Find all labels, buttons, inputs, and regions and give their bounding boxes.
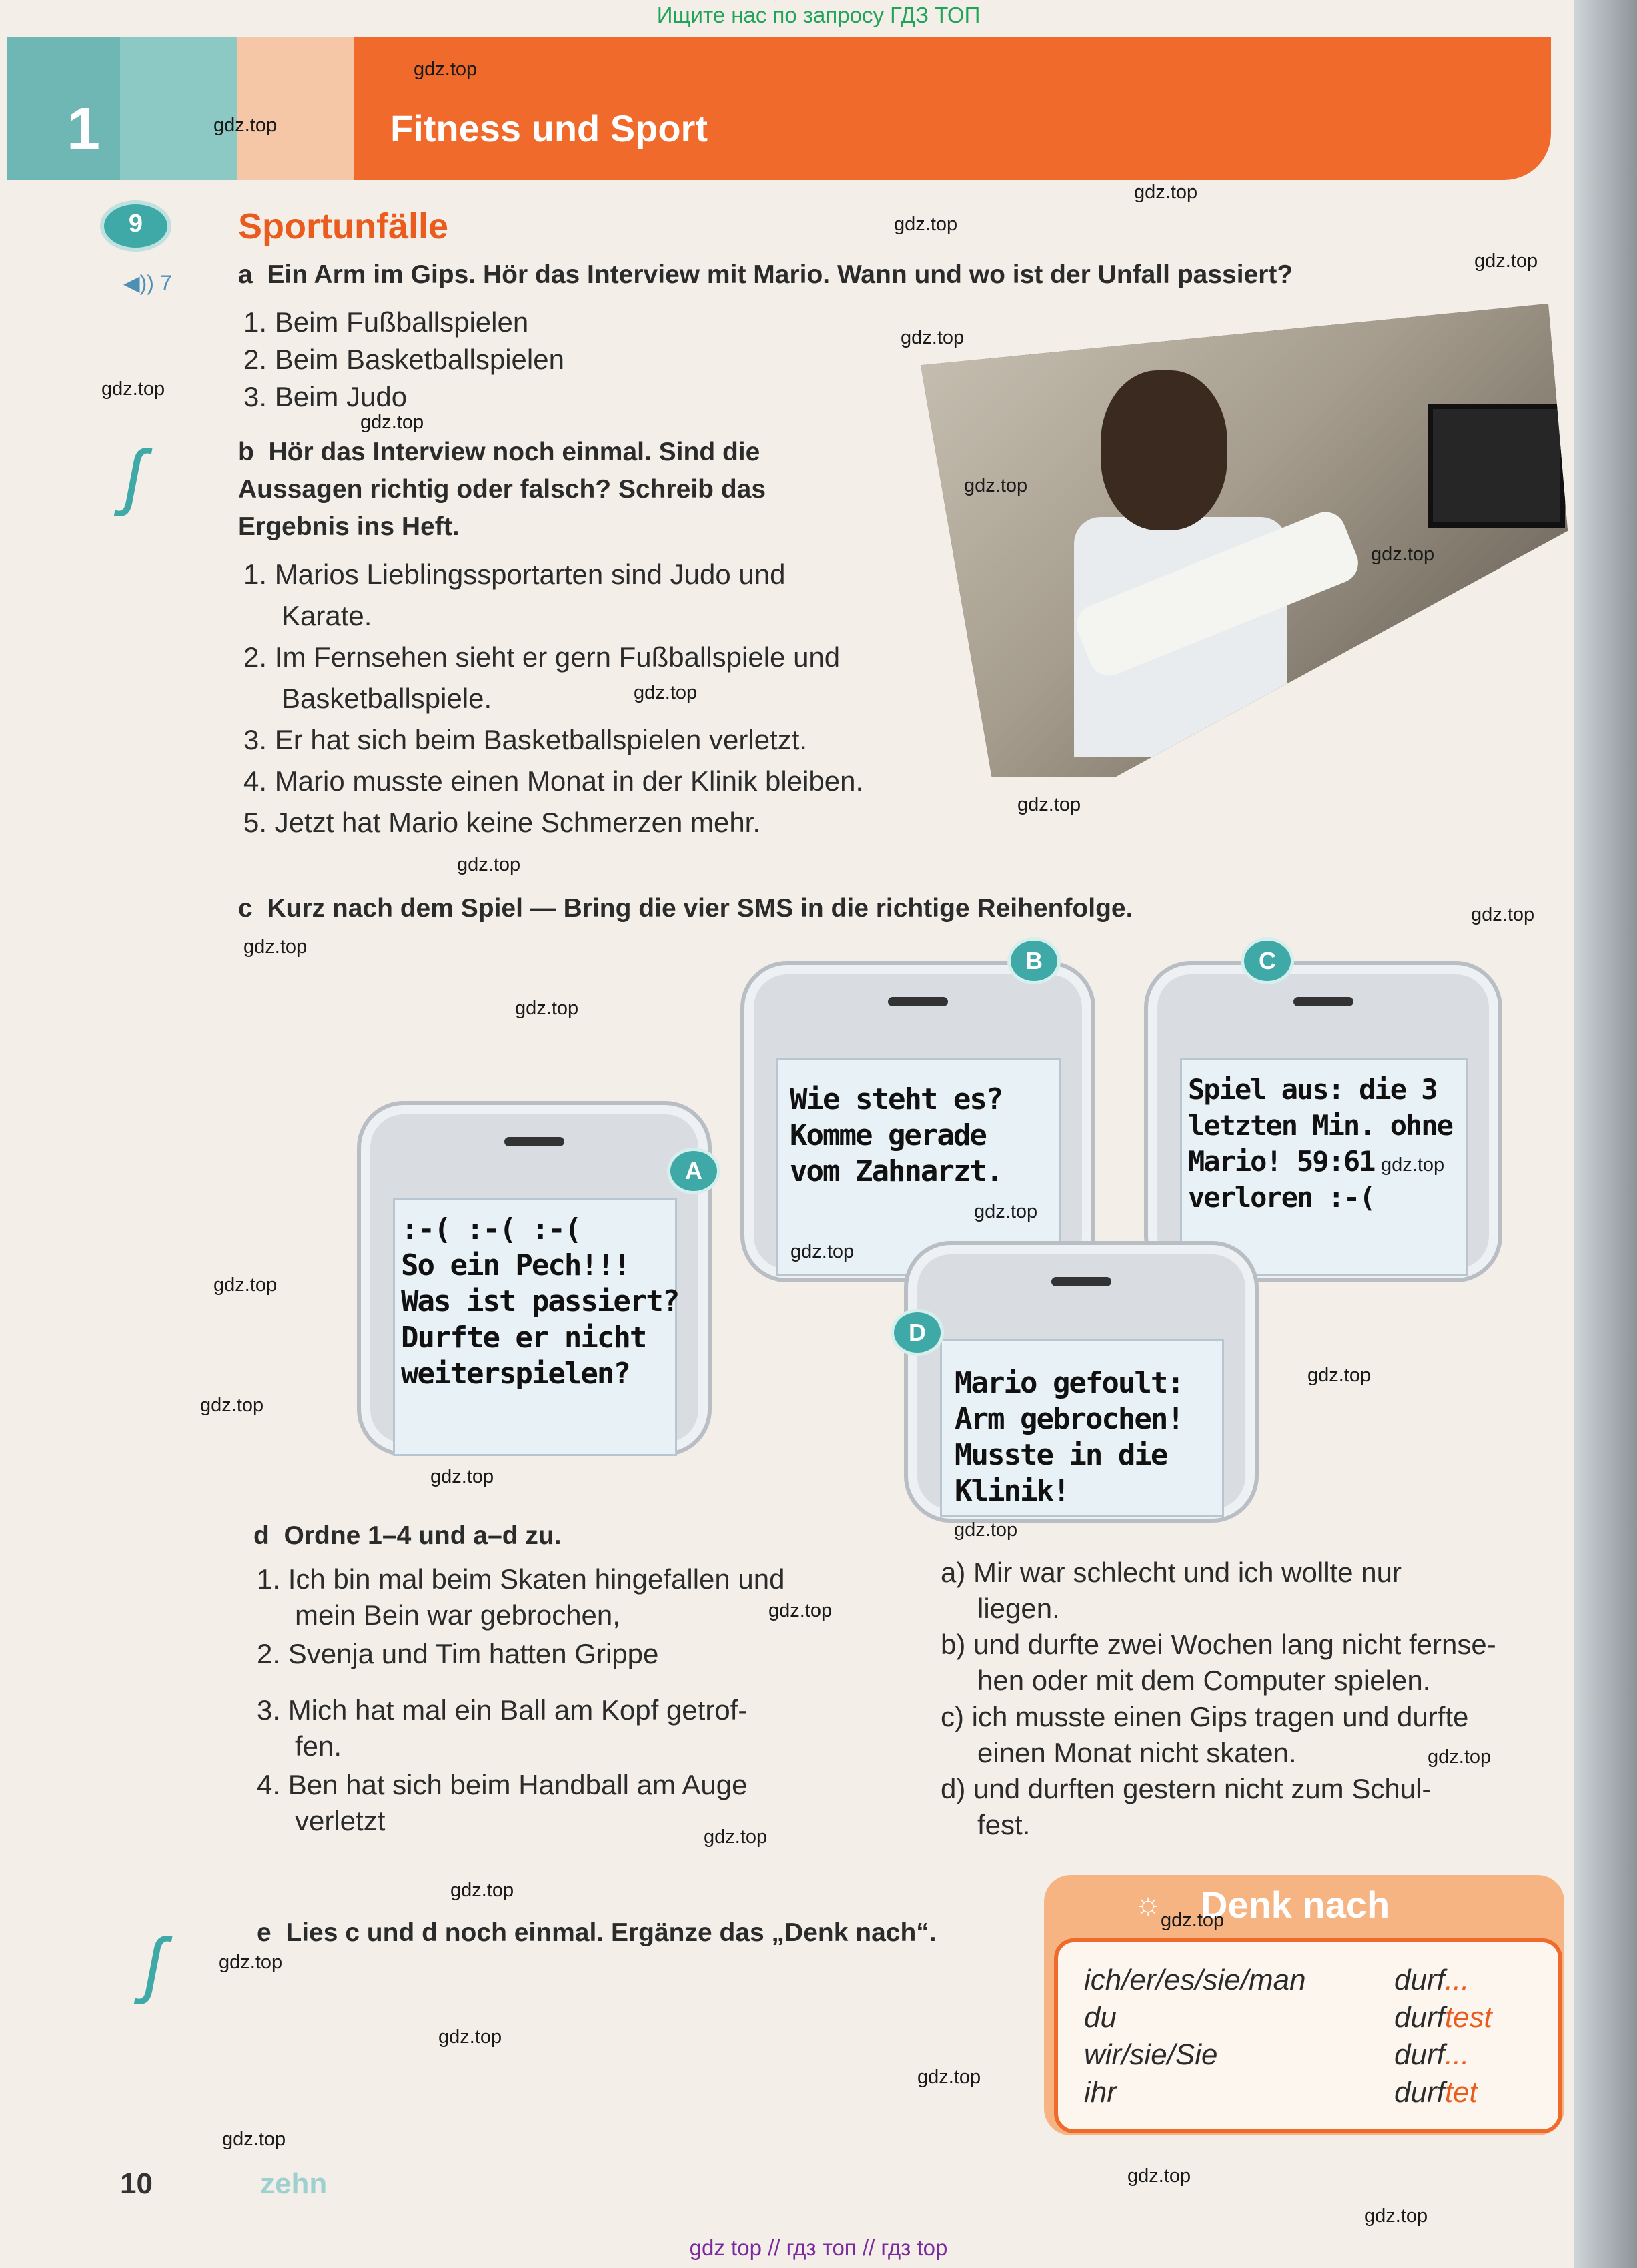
watermark: gdz.top [1428, 1746, 1492, 1768]
sms-line: Wie steht es? [790, 1082, 1003, 1116]
sms-line: Durfte er nicht [401, 1320, 646, 1355]
sms-phone-a [357, 1101, 712, 1456]
list-item: 2. Svenja und Tim hatten Grippe [257, 1638, 659, 1669]
task-c-text: Kurz nach dem Spiel — Bring die vier SMS in die richtige Reihenfolge. [267, 894, 1133, 923]
top-search-hint[interactable]: Ищите нас по запросу ГДЗ ТОП [656, 3, 981, 27]
list-item-line: 3. Mich hat mal ein Ball am Kopf getrof- [257, 1694, 748, 1726]
task-b-list [243, 554, 977, 843]
list-item-line: c) ich musste einen Gips tragen und durfte [941, 1701, 1469, 1732]
list-item [257, 1692, 897, 1764]
sms-badge-d: D [891, 1309, 944, 1356]
list-item-line: 1. Marios Lieblingssportarten sind Judo und [243, 558, 786, 590]
task-d-text: Ordne 1–4 und a–d zu. [284, 1521, 562, 1550]
list-item-line: 1. Ich bin mal beim Skaten hingefallen und [257, 1563, 785, 1595]
mario-photo [921, 304, 1568, 777]
watermark: gdz.top [101, 378, 165, 400]
phone-speaker [504, 1137, 564, 1146]
watermark: gdz.top [1474, 250, 1538, 272]
sms-c-text [1188, 1072, 1452, 1216]
writing-pen-icon: ʃ [143, 1923, 165, 2005]
page-number: 10 [120, 2167, 153, 2200]
sms-b-text [790, 1082, 1002, 1190]
watermark: gdz.top [219, 1952, 283, 1973]
watermark: gdz.top [200, 1395, 264, 1416]
sms-d-text [955, 1365, 1183, 1509]
watermark: gdz.top [901, 327, 965, 348]
task-a-instruction [238, 260, 1472, 290]
phone-speaker [1051, 1277, 1111, 1286]
sms-phone-b [740, 961, 1095, 1282]
list-item-line: Karate. [282, 600, 372, 631]
watermark: gdz.top [1371, 544, 1435, 565]
verb-ending: ... [1444, 2038, 1470, 2071]
page-edge-shadow [1574, 0, 1637, 2268]
list-item-line: fen. [295, 1730, 342, 1762]
list-item [257, 1767, 897, 1839]
list-item [257, 1561, 897, 1633]
pronoun-cell: ich/er/es/sie/man [1084, 1964, 1306, 1996]
watermark: gdz.top [1471, 904, 1535, 925]
list-item: 2. Beim Basketballspielen [243, 344, 564, 375]
watermark: gdz.top [1161, 1910, 1225, 1931]
watermark: gdz.top [515, 998, 579, 1019]
task-d-right-list [941, 1555, 1571, 1843]
watermark: gdz.top [1364, 2205, 1428, 2227]
sms-line: Mario gefoult: [955, 1366, 1183, 1400]
watermark: gdz.top [974, 1201, 1038, 1222]
list-item-line: verletzt [295, 1805, 386, 1836]
list-item [941, 1771, 1571, 1843]
watermark: gdz.top [917, 2066, 981, 2088]
denk-nach-title: Denk nach [1201, 1884, 1390, 1926]
list-item: 5. Jetzt hat Mario keine Schmerzen mehr. [243, 807, 761, 838]
writing-pen-icon: ʃ [123, 435, 145, 517]
denk-nach-verbs [1394, 1962, 1492, 2111]
banner-stripe-peach [237, 37, 354, 180]
sms-line: Was ist passiert? [401, 1284, 679, 1318]
list-item: 4. Mario musste einen Monat in der Klinik bleiben. [243, 765, 864, 797]
sms-phone-c [1144, 961, 1502, 1282]
list-item [243, 554, 977, 637]
watermark: gdz.top [1127, 2165, 1191, 2187]
watermark: gdz.top [964, 475, 1028, 496]
list-item: 3. Er hat sich beim Basketballspielen verletzt. [243, 724, 808, 755]
list-item: 1. Beim Fußballspielen [243, 306, 529, 338]
task-c-instruction [238, 894, 1372, 923]
task-a-label: a [238, 260, 253, 289]
sms-line: Klinik! [955, 1474, 1069, 1508]
task-d-instruction [253, 1521, 921, 1551]
list-item-line: liegen. [977, 1593, 1060, 1624]
verb-ending: test [1444, 2001, 1492, 2034]
pronoun-cell: du [1084, 2001, 1117, 2034]
list-item-line: einen Monat nicht skaten. [977, 1737, 1297, 1768]
pronoun-cell: wir/sie/Sie [1084, 2038, 1218, 2071]
verb-cell [1394, 1999, 1492, 2036]
page-number-word: zehn [260, 2167, 328, 2200]
watermark: gdz.top [243, 936, 308, 958]
watermark: gdz.top [1134, 181, 1198, 203]
list-item-line: fest. [977, 1809, 1031, 1840]
sms-badge-c: C [1241, 937, 1294, 984]
watermark: gdz.top [704, 1826, 768, 1848]
chapter-number-tab [7, 37, 120, 180]
watermark: gdz.top [954, 1519, 1018, 1541]
sms-badge-b: B [1007, 937, 1061, 984]
task-a-text: Ein Arm im Gips. Hör das Interview mit Mario. Wann und wo ist der Unfall passiert? [267, 260, 1293, 289]
list-item [941, 1627, 1571, 1699]
phone-speaker [1293, 997, 1353, 1006]
sms-line: verloren :-( [1188, 1181, 1375, 1214]
pronoun-cell: ihr [1084, 2076, 1117, 2109]
verb-stem: durf [1394, 1964, 1445, 1996]
watermark: gdz.top [790, 1241, 855, 1262]
list-item-line: 2. Im Fernsehen sieht er gern Fußballspiele und [243, 641, 841, 673]
phone-speaker [888, 997, 948, 1006]
list-item [941, 1555, 1571, 1627]
task-d-label: d [253, 1521, 269, 1550]
sms-line: Arm gebrochen! [955, 1402, 1183, 1436]
watermark: gdz.top [1307, 1365, 1372, 1386]
verb-cell [1394, 1962, 1492, 1999]
banner-stripe-teal [120, 37, 237, 180]
list-item-line: b) und durfte zwei Wochen lang nicht fernse- [941, 1629, 1496, 1660]
sms-line: weiterspielen? [401, 1357, 630, 1391]
verb-cell [1394, 2036, 1492, 2074]
verb-cell [1394, 2074, 1492, 2111]
list-item [243, 637, 977, 719]
watermark: gdz.top [213, 1274, 278, 1296]
section-number-badge [100, 200, 171, 252]
task-b-line: Ergebnis ins Heft. [238, 512, 460, 541]
sms-line: letzten Min. ohne [1188, 1109, 1452, 1142]
watermark: gdz.top [414, 59, 478, 80]
watermark: gdz.top [457, 854, 521, 875]
task-b-line: Hör das Interview noch einmal. Sind die [268, 438, 760, 466]
sms-line: So ein Pech!!! [401, 1248, 630, 1282]
verb-stem: durf [1394, 2076, 1445, 2109]
sms-phone-d [904, 1241, 1259, 1523]
watermark: gdz.top [1381, 1154, 1445, 1176]
watermark: gdz.top [894, 214, 958, 235]
sms-badge-a: A [667, 1148, 720, 1194]
verb-ending: tet [1444, 2076, 1478, 2109]
audio-track-icon[interactable]: ◀)) 7 [123, 271, 172, 295]
verb-stem: durf [1394, 2001, 1445, 2034]
list-item-line: 4. Ben hat sich beim Handball am Auge [257, 1769, 748, 1800]
list-item-line: d) und durften gestern nicht zum Schul- [941, 1773, 1432, 1804]
sms-line: Komme gerade [790, 1118, 986, 1152]
task-e-label: e [257, 1918, 271, 1947]
list-item-line: mein Bein war gebrochen, [295, 1599, 620, 1631]
list-item-line: a) Mir war schlecht und ich wollte nur [941, 1557, 1402, 1588]
task-e-text: Lies c und d noch einmal. Ergänze das „Denk nach“. [286, 1918, 937, 1947]
section-number: 9 [128, 210, 143, 238]
watermark: gdz.top [450, 1880, 514, 1901]
section-title: Sportunfälle [238, 206, 449, 246]
watermark: gdz.top [222, 2129, 286, 2150]
watermark: gdz.top [634, 682, 698, 703]
task-b-line: Aussagen richtig oder falsch? Schreib das [238, 475, 766, 504]
watermark: gdz.top [768, 1600, 833, 1621]
watermark: gdz.top [213, 115, 278, 136]
sms-a-text [401, 1212, 678, 1392]
audio-track-number: 7 [159, 271, 172, 295]
verb-ending: ... [1444, 1964, 1470, 1996]
photo-monitor [1428, 404, 1565, 528]
task-b-label: b [238, 438, 254, 466]
sms-line: Musste in die [955, 1438, 1167, 1472]
sms-line: Spiel aus: die 3 [1188, 1073, 1437, 1106]
task-b-instruction [238, 434, 905, 546]
list-item-line: Basketballspiele. [282, 683, 492, 714]
watermark: gdz.top [360, 412, 424, 433]
photo-head [1101, 370, 1227, 530]
denk-nach-pronouns [1084, 1962, 1306, 2111]
verb-stem: durf [1394, 2038, 1445, 2071]
watermark: gdz.top [1017, 794, 1081, 815]
watermark: gdz.top [438, 2026, 502, 2048]
lightbulb-icon: ☼ [1134, 1886, 1163, 1920]
task-a-list [243, 304, 564, 416]
sms-line: :-( :-( :-( [401, 1212, 581, 1246]
sms-line: Mario! 59:61 [1188, 1145, 1375, 1178]
list-item-line: hen oder mit dem Computer spielen. [977, 1665, 1431, 1696]
bottom-site-links[interactable]: gdz top // гдз топ // гдз top [689, 2235, 948, 2260]
sms-line: vom Zahnarzt. [790, 1154, 1003, 1188]
chapter-title: Fitness und Sport [390, 107, 708, 149]
chapter-number: 1 [67, 96, 101, 163]
task-e-instruction [257, 1918, 1057, 1948]
task-c-label: c [238, 894, 253, 923]
watermark: gdz.top [430, 1466, 494, 1487]
list-item: 3. Beim Judo [243, 381, 408, 412]
